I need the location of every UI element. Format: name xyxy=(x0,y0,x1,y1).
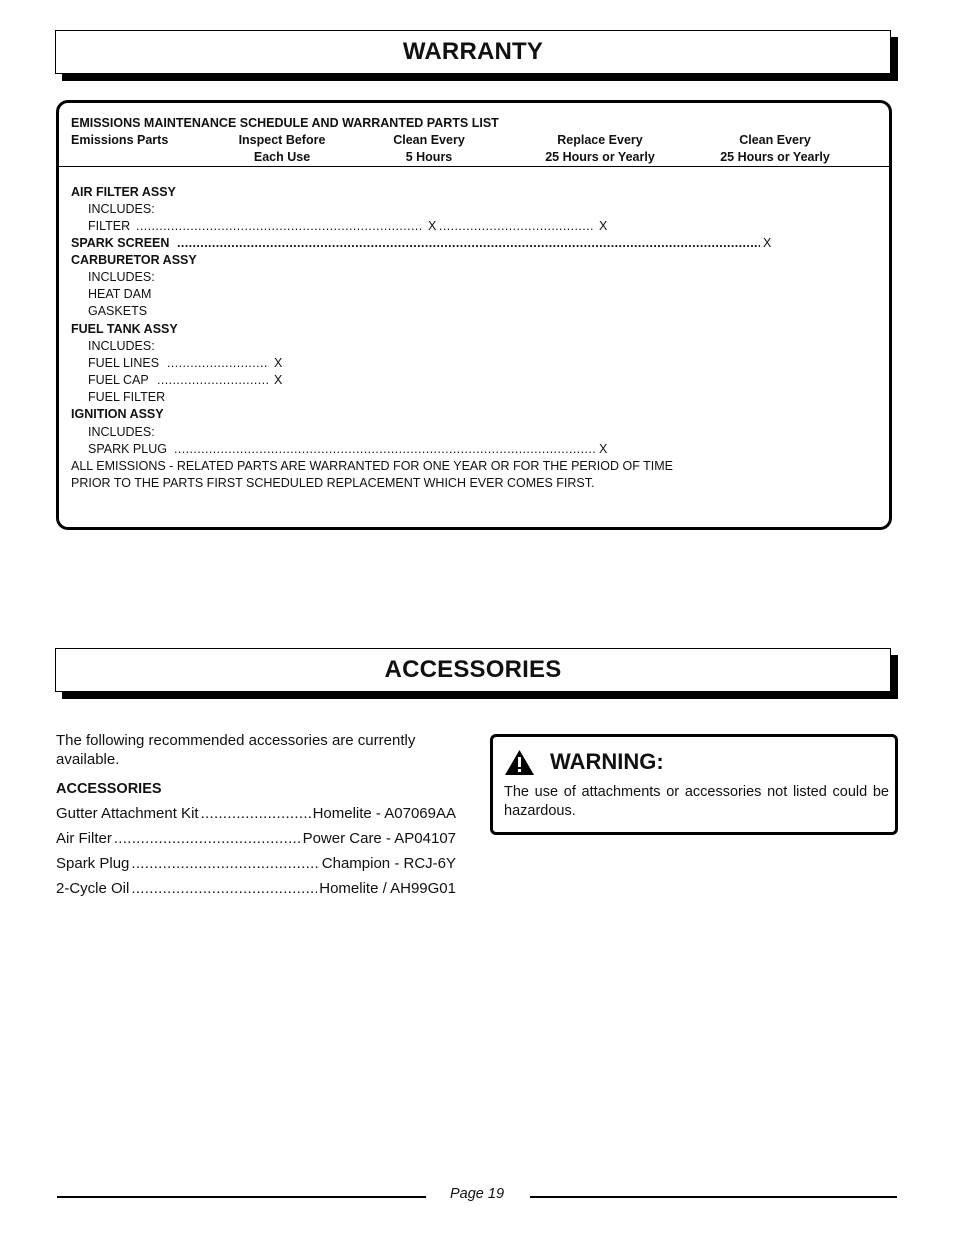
accessory-part: Power Care - AP04107 xyxy=(302,830,456,847)
spark-screen-mark: X xyxy=(763,236,772,250)
accessories-intro: The following recommended accessories are currently available. xyxy=(56,732,416,768)
fuel-cap-mark: X xyxy=(274,373,283,387)
page-number: Page 19 xyxy=(450,1186,505,1202)
accessory-part: Champion - RCJ-6Y xyxy=(321,855,456,872)
warning-triangle-icon xyxy=(504,749,535,776)
leader-dots xyxy=(157,372,269,389)
fuel-lines-mark: X xyxy=(274,356,283,370)
filter-mark-clean: X xyxy=(599,219,608,233)
row-gaskets: GASKETS xyxy=(88,304,148,318)
accessory-item xyxy=(56,804,456,824)
row-fuel-filter: FUEL FILTER xyxy=(88,390,166,404)
accessory-part: Homelite / AH99G01 xyxy=(319,880,456,897)
emissions-schedule-box xyxy=(56,100,892,530)
row-heat-dam: HEAT DAM xyxy=(88,287,152,301)
warning-box xyxy=(490,734,898,835)
leader-dots xyxy=(177,235,760,252)
emissions-note-line2: PRIOR TO THE PARTS FIRST SCHEDULED REPLACEMENT WHICH EVER COMES FIRST. xyxy=(71,476,595,490)
row-fuel-cap: FUEL CAP xyxy=(88,373,149,387)
leader-dots xyxy=(114,829,301,849)
warning-body: The use of attachments or accessories not listed could be hazardous. xyxy=(504,784,889,819)
row-fuel-lines: FUEL LINES xyxy=(88,356,160,370)
warranty-title: WARRANTY xyxy=(402,38,544,65)
accessory-item xyxy=(56,879,456,899)
row-carburetor-assy: CARBURETOR ASSY xyxy=(71,253,197,267)
accessory-name: Air Filter xyxy=(56,830,112,847)
row-spark-screen: SPARK SCREEN xyxy=(71,236,170,250)
row-ignition-assy: IGNITION ASSY xyxy=(71,407,164,421)
leader-dots xyxy=(167,355,269,372)
header-divider xyxy=(59,166,889,167)
accessories-header xyxy=(55,648,891,692)
accessory-item xyxy=(56,829,456,849)
row-includes: INCLUDES: xyxy=(88,202,155,216)
accessory-name: 2-Cycle Oil xyxy=(56,880,130,897)
accessory-name: Spark Plug xyxy=(56,855,130,872)
row-includes: INCLUDES: xyxy=(88,270,155,284)
warranty-header xyxy=(55,30,891,74)
spark-plug-mark: X xyxy=(599,442,608,456)
col-inspect-before: Inspect Before Each Use xyxy=(238,133,326,164)
accessory-name: Gutter Attachment Kit xyxy=(56,805,199,822)
filter-mark-inspect: X xyxy=(428,219,437,233)
footer-rule-right xyxy=(530,1196,897,1198)
emissions-note-line1: ALL EMISSIONS - RELATED PARTS ARE WARRANTED FOR ONE YEAR OR FOR THE PERIOD OF TIME xyxy=(71,459,673,473)
row-filter: FILTER xyxy=(88,219,131,233)
accessory-part: Homelite - A07069AA xyxy=(312,805,456,822)
col-replace-every: Replace Every 25 Hours or Yearly xyxy=(545,133,655,164)
col-emissions-parts: Emissions Parts xyxy=(71,133,169,147)
accessory-item xyxy=(56,854,456,874)
leader-dots xyxy=(439,218,595,235)
accessories-list-heading: ACCESSORIES xyxy=(56,781,162,797)
accessories-title: ACCESSORIES xyxy=(384,656,562,683)
row-fuel-tank-assy: FUEL TANK ASSY xyxy=(71,322,178,336)
row-air-filter-assy: AIR FILTER ASSY xyxy=(71,185,176,199)
row-includes: INCLUDES: xyxy=(88,425,155,439)
leader-dots xyxy=(136,218,423,235)
footer-rule-left xyxy=(57,1196,426,1198)
warning-title: WARNING: xyxy=(550,749,664,774)
emissions-heading: EMISSIONS MAINTENANCE SCHEDULE AND WARRANTED PARTS LIST xyxy=(71,116,499,130)
row-spark-plug: SPARK PLUG xyxy=(88,442,167,456)
col-clean-every-5: Clean Every 5 Hours xyxy=(393,133,465,164)
leader-dots xyxy=(131,854,319,874)
col-clean-every-25: Clean Every 25 Hours or Yearly xyxy=(720,133,830,164)
leader-dots xyxy=(174,441,595,458)
leader-dots xyxy=(131,879,317,899)
row-includes: INCLUDES: xyxy=(88,339,155,353)
leader-dots xyxy=(201,804,311,824)
